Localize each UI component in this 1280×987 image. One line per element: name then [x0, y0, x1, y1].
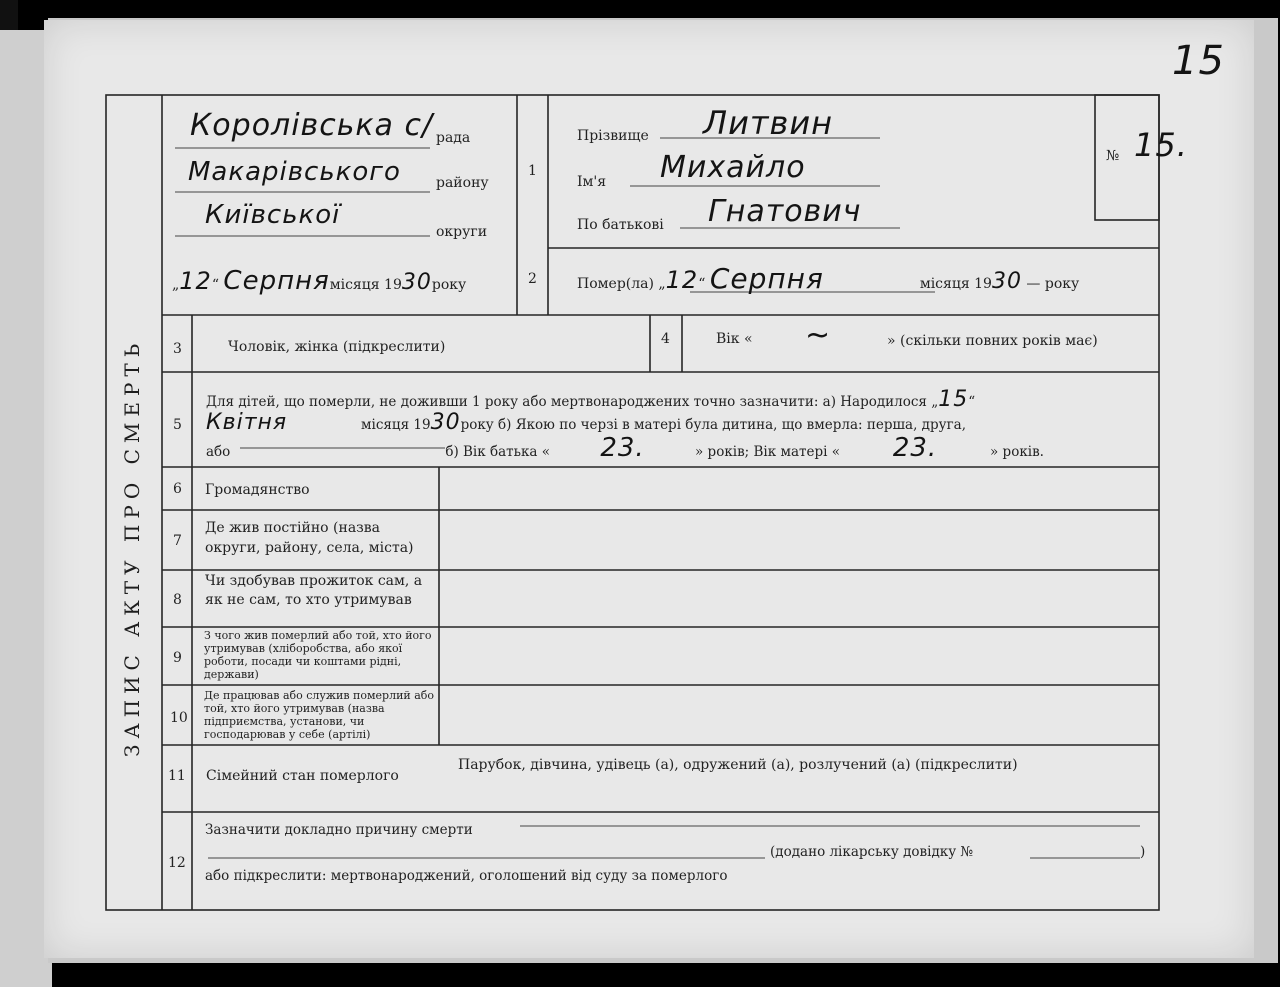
name-handwritten: Михайло	[660, 150, 806, 185]
citizenship-label: Громадянство	[205, 482, 310, 498]
council-label: рада	[436, 130, 471, 146]
row-number-11: 11	[168, 768, 186, 784]
children-line2: Квітня місяця 1930року б) Якою по черзі в матері була дитина, що вмерла: перша, друга,	[206, 410, 966, 435]
age-value: ~	[805, 318, 832, 353]
row-number-9: 9	[173, 650, 182, 666]
death-month: Серпня	[709, 262, 824, 295]
name-label: Ім'я	[577, 174, 607, 190]
surname-handwritten: Литвин	[703, 104, 834, 142]
row-number-3: 3	[173, 341, 182, 357]
patronymic-handwritten: Гнатович	[708, 194, 862, 229]
record-number: 15.	[1134, 126, 1188, 164]
death-month-label: місяця 19	[919, 276, 992, 292]
born-year: 30	[430, 410, 461, 435]
row-number-7: 7	[173, 533, 182, 549]
death-label: Помер(ла)	[577, 276, 654, 292]
surname-label: Прізвище	[577, 128, 649, 144]
income-source-label: З чого жив померлий або той, хто його утримував (хліборобства, або якої роботи, посади чи коштами рідні, держави)	[204, 629, 432, 681]
registration-year-label: року	[431, 277, 467, 293]
council-handwritten: Королівська с/	[190, 108, 434, 143]
corner-number: 15	[1172, 38, 1225, 84]
born-day: 15	[938, 387, 969, 412]
death-date: Помер(ла) „12“ Серпня місяця 1930 — року	[577, 262, 1080, 295]
residence-label: Де жив постійно (назва округи, району, села, міста)	[205, 520, 414, 556]
death-year-label: року	[1044, 276, 1080, 292]
okruha-label: округи	[436, 224, 488, 240]
mother-age: 23.	[892, 433, 938, 463]
livelihood-label: Чи здобував прожиток сам, а як не сам, то хто утримував	[205, 573, 423, 608]
born-month: Квітня	[206, 410, 288, 435]
death-year: 30	[991, 269, 1022, 294]
district-handwritten: Макарівського	[188, 157, 401, 187]
district-label: району	[436, 175, 489, 191]
marital-options: Парубок, дівчина, удівець (а), одружений (а), розлучений (а) (підкреслити)	[458, 757, 1018, 773]
stillborn-or-court-label: або підкреслити: мертвонароджений, оголошений від суду за померлого	[205, 868, 728, 884]
medical-certificate-label: (додано лікарську довідку №	[770, 844, 974, 860]
patronymic-label: По батькові	[577, 217, 664, 233]
okruha-handwritten: Київської	[205, 200, 341, 230]
row-number-2: 2	[528, 271, 537, 287]
age-label-left: Вік «	[716, 331, 753, 347]
row-number-10: 10	[170, 710, 188, 726]
medical-certificate-close: )	[1140, 844, 1146, 860]
children-line3: або б) Вік батька « 23. » років; Вік матері « 23. » років.	[206, 433, 1044, 463]
registration-month-label: місяця 19	[329, 277, 402, 293]
father-age: 23.	[600, 433, 645, 463]
cause-label: Зазначити докладно причину смерти	[205, 822, 473, 838]
vertical-title: ЗАПИС АКТУ ПРО СМЕРТЬ	[120, 337, 144, 757]
registration-day: 12	[179, 267, 212, 295]
children-line1: Для дітей, що померли, не доживши 1 року або мертвонароджених точно зазначити: а) Народилося „15“	[206, 387, 976, 412]
row-number-1: 1	[528, 163, 537, 179]
row-number-8: 8	[173, 592, 182, 608]
age-label-right: » (скільки повних років має)	[887, 333, 1098, 349]
marital-label: Сімейний стан померлого	[206, 768, 399, 784]
registration-date: „12“ Серпнямісяця 1930року	[172, 266, 467, 296]
death-day: 12	[665, 266, 699, 294]
row-number-5: 5	[173, 417, 182, 433]
workplace-label: Де працював або служив померлий або той, хто його утримував (назва підприємства, установи, чи господарював у себе (артілі)	[204, 689, 435, 741]
registration-year: 30	[401, 270, 432, 295]
registration-month: Серпня	[223, 266, 330, 296]
sex-label: Чоловік, жінка (підкреслити)	[228, 339, 446, 355]
row-number-4: 4	[661, 331, 670, 347]
row-number-12: 12	[168, 855, 186, 871]
row-number-6: 6	[173, 481, 182, 497]
record-number-label: №	[1106, 148, 1120, 164]
